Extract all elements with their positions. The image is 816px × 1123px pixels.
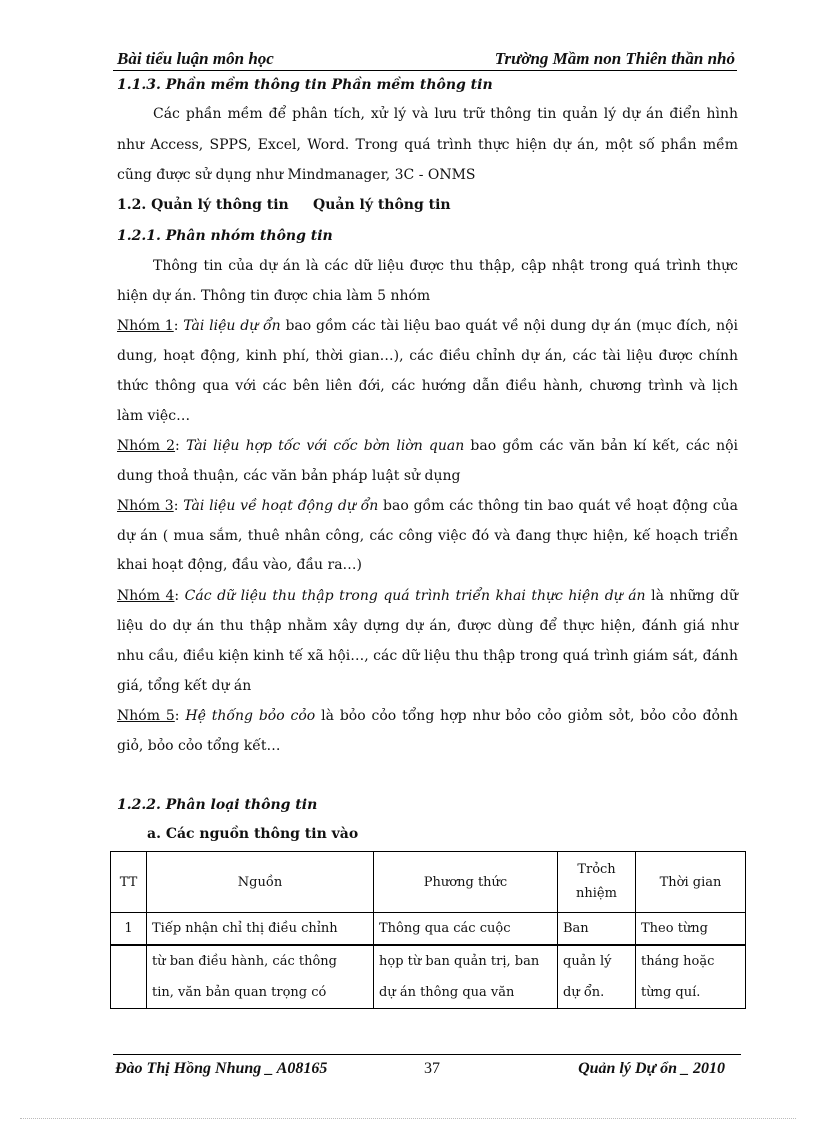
paragraph-line: giỏ, bỏo cỏo tổng kết… — [117, 738, 281, 754]
section-1-2-title: 1.2. Quản lý thông tin Quản lý thông tin — [117, 197, 451, 213]
cell-source: Tiếp nhận chỉ thị điều chỉnh — [147, 913, 374, 946]
paragraph-line: khai hoạt động, đầu vào, đầu ra…) — [117, 557, 363, 573]
paragraph-line: Các phần mềm để phân tích, xử lý và lưu trữ thông tin quản lý dự án điển hình — [153, 106, 738, 122]
subsection-a-title: a. Các nguồn thông tin vào — [147, 826, 359, 842]
group-1-line: Nhóm 1: Tài liệu dự ổn bao gồm các tài liệu bao quát về nội dung dự án (mục đích, nội — [117, 318, 739, 334]
header-school: Trường Mầm non Thiên thần nhỏ — [494, 49, 735, 68]
page-edge-divider — [20, 1118, 796, 1119]
cell-responsibility: dự ổn. — [558, 977, 636, 1009]
page-number: 37 — [424, 1060, 440, 1077]
paragraph-line: làm việc… — [117, 408, 191, 424]
paragraph-line: giá, tổng kết dự án — [117, 678, 252, 694]
col-method-header: Phương thức — [374, 852, 558, 913]
cell-tt — [111, 977, 147, 1009]
cell-source: từ ban điều hành, các thông — [147, 945, 374, 977]
cell-responsibility: quản lý — [558, 945, 636, 977]
cell-method: Thông qua các cuộc — [374, 913, 558, 946]
page-header — [113, 46, 737, 71]
col-tt-header: TT — [111, 852, 147, 913]
col-responsibility-header: Trỏch nhiệm — [558, 852, 636, 913]
cell-method: dự án thông qua văn — [374, 977, 558, 1009]
paragraph-line: Thông tin của dự án là các dữ liệu được thu thập, cập nhật trong quá trình thực — [153, 258, 738, 274]
cell-time: tháng hoặc — [636, 945, 746, 977]
paragraph-line: như Access, SPPS, Excel, Word. Trong quá trình thực hiện dự án, một số phần mềm — [117, 137, 738, 153]
table-row — [111, 913, 746, 946]
page-footer — [113, 1054, 741, 1081]
cell-time: từng quí. — [636, 977, 746, 1009]
paragraph-line: dung, hoạt động, kinh phí, thời gian…), các điều chỉnh dự án, các tài liệu được chính — [117, 348, 738, 364]
group-4-line: Nhóm 4: Các dữ liệu thu thập trong quá trình triển khai thực hiện dự án là những dữ — [117, 588, 738, 604]
group-2-line: Nhóm 2: Tài liệu hợp tốc với cốc bờn liờn quan bao gồm các văn bản kí kết, các nội — [117, 438, 738, 454]
info-sources-table — [110, 851, 746, 1009]
header-course: Bài tiểu luận môn học — [117, 49, 274, 68]
paragraph-line: dung thoả thuận, các văn bản pháp luật sử dụng — [117, 468, 461, 484]
cell-method: họp từ ban quản trị, ban — [374, 945, 558, 977]
footer-author: Đào Thị Hồng Nhung _ A08165 — [115, 1060, 328, 1077]
paragraph-line: cũng được sử dụng như Mindmanager, 3C - ONMS — [117, 167, 476, 183]
paragraph-line: thức thông qua với các bên liên đới, các hướng dẫn điều hành, chương trình và lịch — [117, 378, 738, 394]
paragraph-line: liệu do dự án thu thập nhằm xây dựng dự án, được dùng để thực hiện, đánh giá như — [117, 618, 738, 634]
paragraph-line: hiện dự án. Thông tin được chia làm 5 nhóm — [117, 288, 431, 304]
section-1-2-2-title: 1.2.2. Phân loại thông tin — [117, 797, 318, 813]
cell-tt — [111, 945, 147, 977]
cell-responsibility: Ban — [558, 913, 636, 946]
group-3-line: Nhóm 3: Tài liệu về hoạt động dự ổn bao gồm các thông tin bao quát về hoạt động của — [117, 498, 738, 514]
section-1-1-3-title: 1.1.3. Phần mềm thông tin Phần mềm thông tin — [117, 77, 493, 93]
table-row — [111, 945, 746, 977]
col-time-header: Thời gian — [636, 852, 746, 913]
section-1-2-1-title: 1.2.1. Phân nhóm thông tin — [117, 228, 333, 244]
cell-time: Theo từng — [636, 913, 746, 946]
cell-tt: 1 — [111, 913, 147, 946]
footer-subject: Quản lý Dự ổn _ 2010 — [578, 1060, 725, 1077]
table-header-row — [111, 852, 746, 913]
cell-source: tin, văn bản quan trọng có — [147, 977, 374, 1009]
paragraph-line: dự án ( mua sắm, thuê nhân công, các công việc đó và đang thực hiện, kế hoạch triển — [117, 528, 738, 544]
table-row — [111, 977, 746, 1009]
paragraph-line: nhu cầu, điều kiện kinh tế xã hội…, các dữ liệu thu thập trong quá trình giám sát, đánh — [117, 648, 738, 664]
group-5-line: Nhóm 5: Hệ thống bỏo cỏo là bỏo cỏo tổng hợp như bỏo cỏo giỏm sỏt, bỏo cỏo đỏnh — [117, 708, 738, 724]
col-source-header: Nguồn — [147, 852, 374, 913]
